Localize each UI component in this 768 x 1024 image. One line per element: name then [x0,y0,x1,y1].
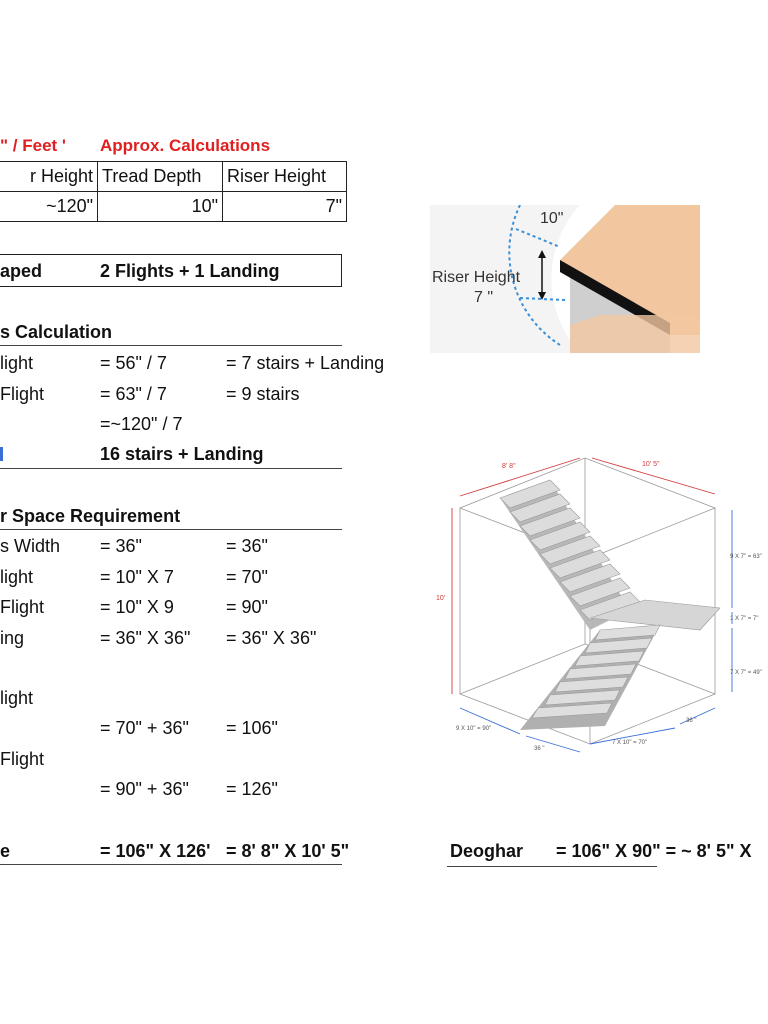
dim-upper-right: 9 X 7" = 63" [730,554,762,560]
upper-flight [500,480,640,630]
dim-lower-right: 7 X 7" = 49" [730,670,762,676]
divider [447,866,657,867]
space-row-label: ing [0,628,25,648]
space-row-label: Flight [0,749,45,769]
stairs-row-label: Flight [0,384,45,404]
space-row-formula: = 10" X 9 [100,597,174,617]
table-header: r Height [0,162,98,192]
divider [0,468,342,469]
table-cell: 10" [98,192,223,222]
table-header: Riser Height [223,162,347,192]
table-cell: 7" [223,192,347,222]
stairs-row-result: = 7 stairs + Landing [226,353,385,373]
stairs-row-formula: = 63" / 7 [100,384,167,404]
shape-label: aped [0,261,43,281]
stairs-row-label: light [0,353,34,373]
stair-diagram [430,440,768,760]
riser-value: 7 " [474,289,494,306]
space-row-formula: = 70" + 36" [100,718,189,738]
riser-label: Riser Height [432,269,521,286]
stairs-row-formula: = 56" / 7 [100,353,167,373]
deoghar-label: Deoghar [450,841,524,861]
space-row-label: light [0,688,34,708]
space-section-title: r Space Requirement [0,506,181,526]
table-cell: ~120" [0,192,98,222]
riser-diagram [430,205,700,353]
space-row-formula: = 36" X 36" [100,628,191,648]
final-value: = 106" X 126' [100,841,211,861]
calculation-table [0,161,347,222]
space-row-result: = 36" X 36" [226,628,317,648]
space-row-label: s Width [0,536,61,556]
space-row-result: = 126" [226,779,278,799]
dim-landing-right: 1 X 7" = 7" [730,616,759,622]
dim-top-left: 8' 8" [502,463,516,470]
dim-height: 10' [436,595,446,602]
dim-bottom-left: 9 X 10" = 90" [456,726,492,732]
stairs-row-result: = 9 stairs [226,384,300,404]
space-row-label: Flight [0,597,45,617]
tread-label: 10" [540,210,564,227]
divider [0,529,342,530]
space-row-formula: = 90" + 36" [100,779,189,799]
table-row [0,192,347,222]
units-header: " / Feet ' [0,136,66,155]
dim-bottom-right: 36 " [686,718,697,724]
shape-value: 2 Flights + 1 Landing [100,261,280,281]
marker [0,447,3,461]
space-row-formula: = 10" X 7 [100,567,174,587]
final-feet: = 8' 8" X 10' 5" [226,841,350,861]
space-row-result: = 106" [226,718,278,738]
dim-bottom-mid: 36 " [534,746,545,752]
space-row-label: light [0,567,34,587]
table-header-row [0,162,347,192]
final-label: e [0,841,11,861]
space-row-result: = 36" [226,536,268,556]
divider [0,864,342,865]
dim-bottom-center: 7 X 10" = 70" [612,740,648,746]
space-row-formula: = 36" [100,536,142,556]
space-row-result: = 70" [226,567,268,587]
deoghar-value: = 106" X 90" = ~ 8' 5" X [556,841,752,861]
space-row-result: = 90" [226,597,268,617]
stairs-total: 16 stairs + Landing [100,444,264,464]
dim-top-right: 10' 5" [642,461,660,468]
lower-tread [570,315,700,353]
stairs-section-title: s Calculation [0,322,113,342]
stairs-row-formula: =~120" / 7 [100,414,183,434]
table-header: Tread Depth [98,162,223,192]
divider [0,345,342,346]
calculations-title: Approx. Calculations [100,136,271,155]
